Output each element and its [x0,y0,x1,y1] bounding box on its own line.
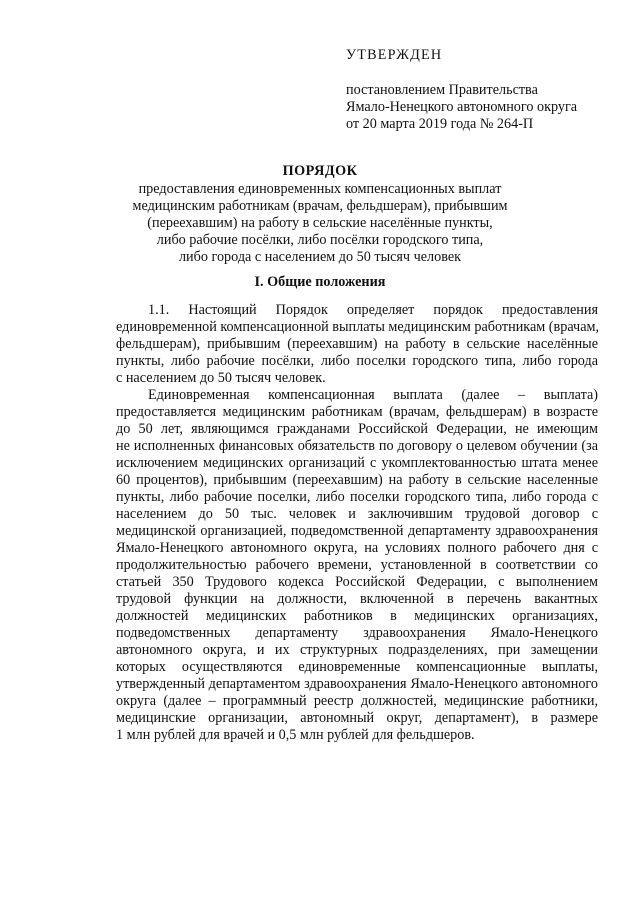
paragraph-line: исключением медицинских организаций с укомплектованностью штата менее [116,455,598,471]
approval-line: постановлением Правительства [346,82,538,98]
document-subtitle [90,181,550,266]
paragraph-line: утвержденный департаментом здравоохранения Ямало-Ненецкого автономного [116,676,598,692]
subtitle-line: либо рабочие посёлки, либо посёлки городского типа, [156,232,484,248]
approval-line: от 20 марта 2019 года № 264-П [346,116,534,132]
paragraph-line: единовременной компенсационной выплаты медицинским работникам (врачам, [116,319,600,335]
paragraph-line: 1.1. Настоящий Порядок определяет порядок предоставления [148,302,598,318]
paragraph-line: фельдшерам), прибывшим (переехавшим) на работу в сельские населённые [116,336,598,352]
paragraph-line: населением до 50 тыс. человек и заключившим трудовой договор с [116,506,598,522]
paragraph-line: Единовременная компенсационная выплата (далее – выплата) [148,387,598,403]
paragraph-line: с населением до 50 тысяч человек. [116,370,326,386]
paragraph-line: подведомственных департаменту здравоохранения Ямало-Ненецкого [116,625,598,641]
paragraph-line: до 50 лет, являющимся гражданами Российской Федерации, не имеющим [116,421,598,437]
paragraph-line: продолжительностью рабочего времени, установленной в соответствии со [116,557,598,573]
subtitle-line: предоставления единовременных компенсационных выплат [138,181,502,197]
approval-title: УТВЕРЖДЕН [346,47,443,63]
section-heading: I. Общие положения [254,274,386,290]
paragraph-line: медицинские организации, автономный округ, департамент), в размере [116,710,598,726]
paragraph-line: 1 млн рублей для врачей и 0,5 млн рублей для фельдшеров. [116,727,475,743]
paragraph-line: статьей 350 Трудового кодекса Российской Федерации, с выполнением [116,574,598,590]
approval-block [346,47,626,133]
body-text [116,302,598,744]
paragraph-line: округа (далее – программный реестр должностей, медицинские работники, [116,693,598,709]
subtitle-line: (переехавшим) на работу в сельские населённые пункты, [147,215,493,231]
approval-line: Ямало-Ненецкого автономного округа [346,99,578,115]
paragraph-line: медицинской организацией, подведомственной департаменту здравоохранения [116,523,598,539]
paragraph-line: автономного округа, и их структурных подразделениях, при замещении [116,642,598,658]
paragraph-line: не исполненных финансовых обязательств по договору о целевом обучении (за [116,438,598,454]
paragraph-line: пункты, либо рабочие посёлки, либо поселки городского типа, либо города [116,353,598,369]
document-title: ПОРЯДОК [282,163,358,179]
paragraph-line: 60 процентов), прибывшим (переехавшим) на работу в сельские населенные [116,472,598,488]
paragraph-line: которых осуществляются единовременные компенсационные выплаты, [116,659,598,675]
paragraph-line: пункты, либо рабочие поселки, либо поселки городского типа, либо города с [116,489,598,505]
subtitle-line: либо города с населением до 50 тысяч человек [178,249,462,265]
paragraph-line: предоставляется медицинским работникам (врачам, фельдшерам) в возрасте [116,404,598,420]
subtitle-line: медицинским работникам (врачам, фельдшерам), прибывшим [132,198,508,214]
paragraph-line: трудовой функции на должности, включенной в перечень вакантных [116,591,598,607]
paragraph-line: должностей медицинских работников в медицинских организациях, [116,608,598,624]
paragraph-line: Ямало-Ненецкого автономного округа, на условиях полного рабочего дня с [116,540,598,556]
